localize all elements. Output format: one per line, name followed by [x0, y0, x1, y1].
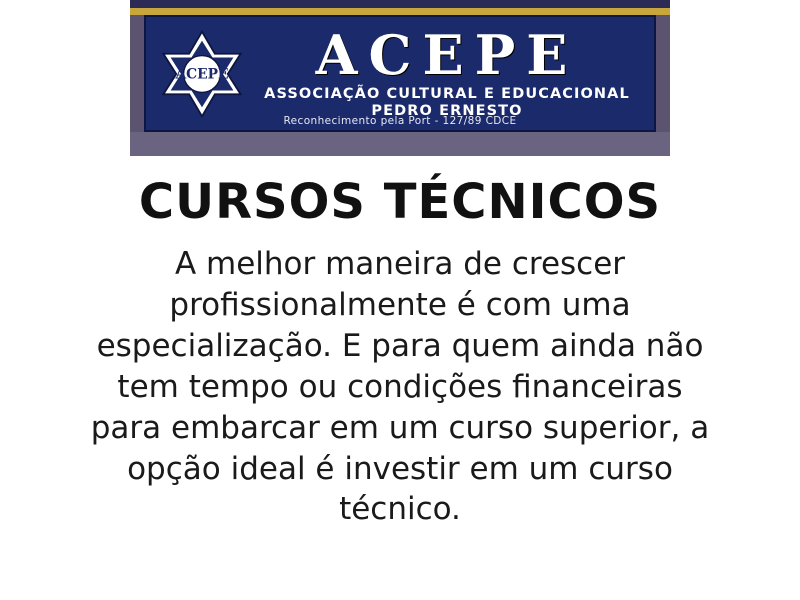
acepe-banner	[130, 0, 670, 156]
banner-top-stripe	[130, 0, 670, 8]
acepe-recognition-text: Reconhecimento pela Port - 127/89 CDCE	[283, 115, 517, 127]
banner-inner-panel	[144, 15, 656, 132]
page-title: CURSOS TÉCNICOS	[138, 174, 662, 230]
banner-bottom-fill	[130, 132, 670, 156]
acepe-subtitle-line1: ASSOCIAÇÃO CULTURAL E EDUCACIONAL	[264, 86, 630, 102]
body-paragraph: A melhor maneira de crescer profissionalmente é com uma especialização. E para quem ainda não tem tempo ou condições financeiras para embarcar em um curso superior, a opção ideal é investir em um curso técnico.	[90, 246, 710, 528]
svg-text:ACEPE: ACEPE	[175, 66, 229, 83]
six-pointed-star-emblem-icon	[156, 28, 248, 120]
acepe-acronym: ACEPE	[315, 23, 579, 87]
banner-text-block	[248, 23, 654, 119]
banner-gold-stripe	[130, 8, 670, 15]
acepe-subtitle-line2: PEDRO ERNESTO	[371, 103, 523, 119]
